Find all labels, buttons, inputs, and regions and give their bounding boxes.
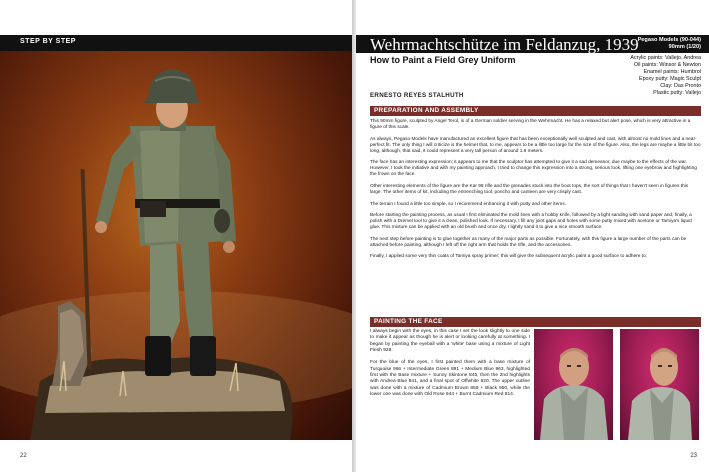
header-spec-line: Pegaso Models (90-044) [637,37,701,43]
paragraph: As always, Pegaso Models have manufactured an excellent figure that has been exceptionally well sculpted and cast, with almost no mold lines and a near-perfect fit. The only thing I will criticize is the helmet that, to me, appears to be a little too large for the size of the figure. Also, the legs are maybe a little bit too long, although, that said, it could represent a very tall person of around 1.9 meters. [370,136,701,154]
section-heading-preparation [370,106,701,116]
left-page [0,0,352,472]
soldier-figure-photo [0,51,352,440]
soldier-figure-illustration [0,51,352,440]
section-heading-text: PREPARATION AND ASSEMBLY [374,107,479,114]
paragraph: The next step before painting is to glue together as many of the major parts as possible. Fortunately, with this figure a large number of the parts can be attached before painting, although I left off the right arm that holds the rifle, and the accessories. [370,236,687,248]
section-label: STEP BY STEP [20,38,76,45]
section-heading-text: PAINTING THE FACE [374,318,443,325]
section-body-preparation [370,119,701,266]
materials-list [630,55,701,97]
bust-illustration [620,329,699,440]
section-heading-face [370,317,701,327]
materials-item: Oil paints: Winsor & Newton [633,62,701,68]
article-subtitle: How to Paint a Field Grey Uniform [370,55,516,65]
left-header-bar [0,35,352,51]
paragraph: The face has an interesting expression; it appears to me that the sculptor has attempted to give it a sad demeanor, due maybe to the effects of the war. However, I took the initiative and with my painting approach, I tried to change this expression into a strong, serious look, lifting one eyebrow and highlighting the frown on the face. [370,160,697,178]
right-header-bar [356,35,709,53]
paragraph: The terrain I found a little too simple, so I recommend enhancing it with putty and other items. [370,201,566,207]
header-specs [638,37,701,51]
page-number-left: 22 [20,453,27,459]
materials-item: Acrylic paints: Vallejo, Andrea [630,55,701,61]
materials-item: Epoxy putty: Magic Sculpt [638,76,701,82]
section-body-face [370,329,530,404]
article-title: Wehrmachtschütze im Feldanzug, 1939 [370,35,639,54]
header-spec-line: 90mm (1/20) [668,44,701,50]
materials-item: Enamel paints: Humbrol [643,69,701,75]
paragraph: For the blue of the eyes, I first painted them with a base mixture of Turquoise 966 + Intermediate Green 891 + Medium Blue 963, highlighted first with the Base mixture + Sunny Skintone 845, then the 2nd highlights with Andrea Blue 841, and a final spot of Offwhite 820. The upper outline was done with a mixture of Cadmium Brown 859 + Black 950, while the lower one was done with Old Rose 944 + Burnt Cadmium Red 814. [370,360,530,397]
materials-item: Plastic putty: Vallejo [653,90,701,96]
page-number-right: 23 [690,453,697,459]
paragraph: Other interesting elements of the figure are the Kar 98 rifle and the grenades stuck into the boot tops, the sort of things that I haven't seen in figures this large. The other items of kit, including the entrenching tool, poncho and canteen are very crisply cast. [370,183,689,196]
face-photo-front [534,329,613,440]
paragraph: I always begin with the eyes, in this case I set the look slightly to one side to make it appear as though he is alert or looking carefully at something. I began by painting the eyeball with a 'white' base using a mixture of Light Flesh 928. [370,329,530,354]
paragraph: Finally, I applied some very thin coats of Tamiya spray primer; this will give the subsequent acrylic paint a good surface to adhere to. [370,254,648,260]
right-page [356,0,709,472]
paragraph: This 90mm figure, sculpted by Angel Terol, is of a German soldier serving in the Wehrmacht. He has a relaxed but alert pose, which is very attractive in a figure of this scale. [370,119,691,131]
face-photo-three-quarter [620,329,699,440]
author-name: ERNESTO REYES STALHUTH [370,92,464,99]
materials-item: Clay: Das Pronto [660,83,701,89]
paragraph: Before starting the painting process, as usual I first eliminated the mold lines with a hobby knife, followed by a light sanding with sand paper and, finally, a polish with a Dremel tool to give it a clean, polished look. If necessary, I fill any joint gaps and holes with some putty mixed with acetone or Tamiya's liquid glue. This mixture can be applied with an old brush and once dry, I lightly sand it to give a nice smooth surface. [370,212,692,231]
bust-illustration [534,329,613,440]
